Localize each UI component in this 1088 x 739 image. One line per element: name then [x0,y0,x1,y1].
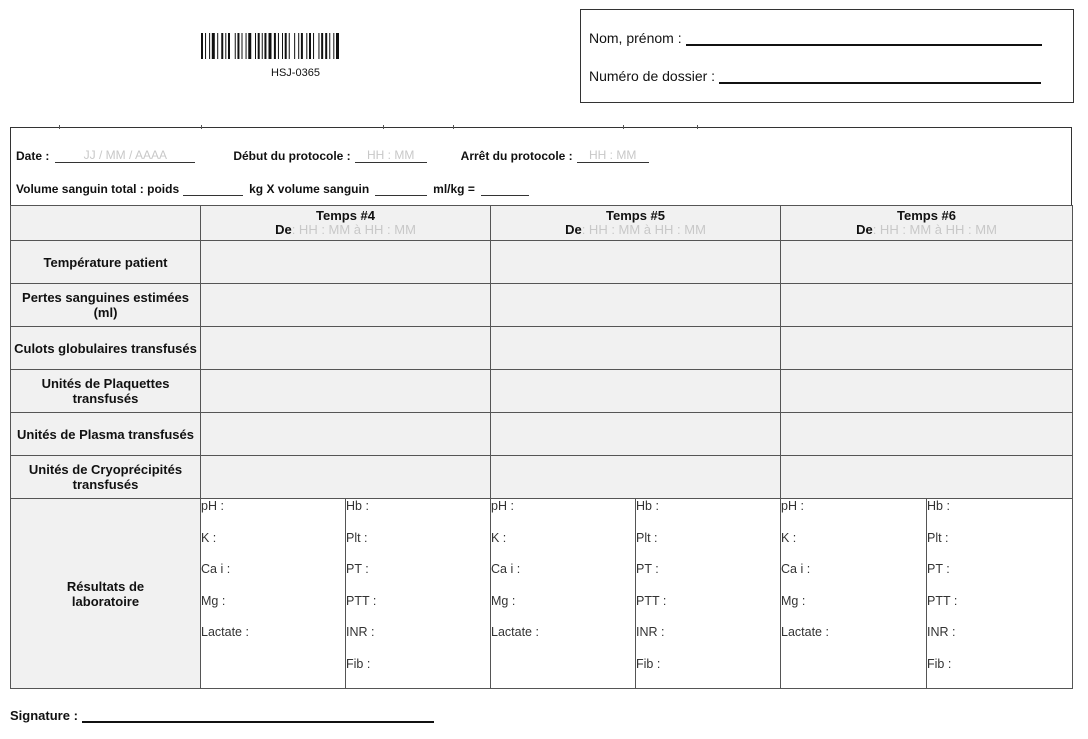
barcode-bar [221,33,223,59]
column-title: Temps #6 [896,208,956,223]
lab-item: pH : [781,499,804,513]
barcode-bar [336,33,339,59]
lab-item: pH : [201,499,224,513]
protocol-form [10,127,1072,688]
lab-item: Fib : [346,656,371,671]
barcode-bar [306,33,307,59]
header-row-dates [16,148,649,163]
stop-label: Arrêt du protocole : [460,149,573,163]
barcode-bar [269,33,272,59]
column-header-time-6 [781,206,1073,241]
entry-cell[interactable] [201,241,491,284]
table-row [11,327,1073,370]
entry-cell[interactable] [491,284,781,327]
barcode-bar [309,33,311,59]
total-volume-field[interactable] [481,183,529,196]
lab-item: Hb : [346,499,369,513]
entry-cell[interactable] [491,456,781,499]
column-time-range[interactable]: : HH : MM à HH : MM [872,222,997,237]
table-row [11,413,1073,456]
blood-volume-field[interactable] [375,183,427,196]
table-row [11,284,1073,327]
signature-field[interactable] [82,708,434,723]
barcode-bar [205,33,206,59]
column-time-range[interactable]: : HH : MM à HH : MM [291,222,416,237]
lab-item: K : [201,530,217,545]
corner-cell [11,206,201,241]
start-time-field[interactable]: HH : MM [355,148,427,163]
barcode-bar [313,33,314,59]
lab-left-cell[interactable] [201,499,346,689]
lab-item: Lactate : [491,625,539,639]
barcode-bar [321,33,323,59]
lab-left-cell[interactable] [781,499,927,689]
lab-item: Mg : [491,593,516,608]
table-row [11,241,1073,284]
barcode [201,33,390,59]
row-label: Unités de Cryoprécipités transfusés [11,456,201,499]
barcode-bar [237,33,239,59]
barcode-bar [255,33,256,59]
lab-item: PT : [346,562,369,576]
lab-item: Hb : [927,499,950,513]
column-header-time-4 [201,206,491,241]
entry-cell[interactable] [201,456,491,499]
entry-cell[interactable] [201,284,491,327]
barcode-bar [235,33,236,59]
barcode-bar [333,33,334,59]
entry-cell[interactable] [781,370,1073,413]
entry-cell[interactable] [201,370,491,413]
lab-item: Plt : [346,530,368,545]
entry-cell[interactable] [491,413,781,456]
barcode-bar [274,33,276,59]
row-label: Unités de Plasma transfusés [11,413,201,456]
barcode-bar [212,33,215,59]
barcode-bar [201,33,203,59]
lab-item: K : [781,530,797,545]
barcode-bar [262,33,263,59]
header-row-volume [16,182,529,196]
lab-item: Fib : [636,656,661,671]
lab-results-row [11,499,1073,689]
lab-right-cell[interactable] [346,499,491,689]
lab-item: Mg : [781,593,806,608]
entry-cell[interactable] [781,284,1073,327]
column-de-label: De [856,222,873,237]
entry-cell[interactable] [781,327,1073,370]
lab-item: PTT : [636,593,667,608]
file-number-label: Numéro de dossier : [589,68,716,84]
barcode-bar [329,33,330,59]
stop-time-field[interactable]: HH : MM [577,148,649,163]
barcode-bar [258,33,260,59]
barcode-bar [246,33,247,59]
lab-item: PTT : [927,593,958,608]
barcode-code: HSJ-0365 [271,67,320,79]
start-label: Début du protocole : [233,149,351,163]
barcode-bar [325,33,327,59]
file-number-row [589,68,1041,84]
row-label: Unités de Plaquettes transfusés [11,370,201,413]
column-title: Temps #4 [315,208,375,223]
barcode-bar [242,33,243,59]
lab-item: Ca i : [201,562,231,576]
date-field[interactable]: JJ / MM / AAAA [55,148,195,163]
lab-item: PT : [927,562,950,576]
barcode-bar [209,33,210,59]
barcode-bar [298,33,299,59]
lab-left-cell[interactable] [491,499,636,689]
barcode-bar [228,33,230,59]
lab-item: Mg : [201,593,226,608]
barcode-bar [285,33,287,59]
patient-name-field[interactable] [686,30,1042,46]
patient-info-box [580,9,1074,103]
file-number-field[interactable] [719,68,1041,84]
row-label: Pertes sanguines estimées (ml) [11,284,201,327]
entry-cell[interactable] [491,327,781,370]
volume-label: Volume sanguin total : poids [16,182,180,196]
volume-end-label: ml/kg = [433,182,475,196]
lab-item: Plt : [927,530,949,545]
entry-cell[interactable] [491,370,781,413]
column-title: Temps #5 [605,208,665,223]
entry-cell[interactable] [781,456,1073,499]
volume-mid-label: kg X volume sanguin [249,182,370,196]
column-de-label: De [565,222,582,237]
row-label: Culots globulaires transfusés [11,327,201,370]
column-time-range[interactable]: : HH : MM à HH : MM [581,222,706,237]
lab-right-cell[interactable] [927,499,1073,689]
lab-item: INR : [636,625,665,639]
lab-item: PTT : [346,593,377,608]
barcode-bar [282,33,283,59]
time-header-row [11,206,1073,241]
lab-item: Plt : [636,530,658,545]
barcode-bar [225,33,226,59]
weight-field[interactable] [183,183,243,196]
lab-item: Fib : [927,656,952,671]
barcode-bar [301,33,303,59]
entry-cell[interactable] [781,241,1073,284]
lab-right-cell[interactable] [636,499,781,689]
barcode-bar [289,33,290,59]
barcode-bar [217,33,218,59]
lab-item: Hb : [636,499,659,513]
barcode-bar [278,33,279,59]
lab-item: INR : [927,625,956,639]
barcode-bar [294,33,295,59]
table-row [11,456,1073,499]
barcode-bar [248,33,251,59]
date-label: Date : [16,149,50,163]
entry-cell[interactable] [781,413,1073,456]
barcode-bar [264,33,266,59]
signature-label: Signature : [10,708,78,723]
row-label: Température patient [11,241,201,284]
entry-cell[interactable] [201,327,491,370]
lab-item: Lactate : [201,625,249,639]
entry-cell[interactable] [491,241,781,284]
patient-name-row [589,30,1042,46]
lab-results-label: Résultats de laboratoire [11,499,201,689]
table-row [11,370,1073,413]
entry-cell[interactable] [201,413,491,456]
lab-item: pH : [491,499,514,513]
lab-item: PT : [636,562,659,576]
column-de-label: De [275,222,292,237]
lab-item: Ca i : [491,562,521,576]
lab-item: Lactate : [781,625,829,639]
lab-item: Ca i : [781,562,811,576]
patient-name-label: Nom, prénom : [589,30,682,46]
column-header-time-5 [491,206,781,241]
monitoring-table [10,205,1073,689]
signature-row [10,708,434,723]
barcode-bar [318,33,319,59]
lab-item: INR : [346,625,375,639]
lab-item: K : [491,530,507,545]
